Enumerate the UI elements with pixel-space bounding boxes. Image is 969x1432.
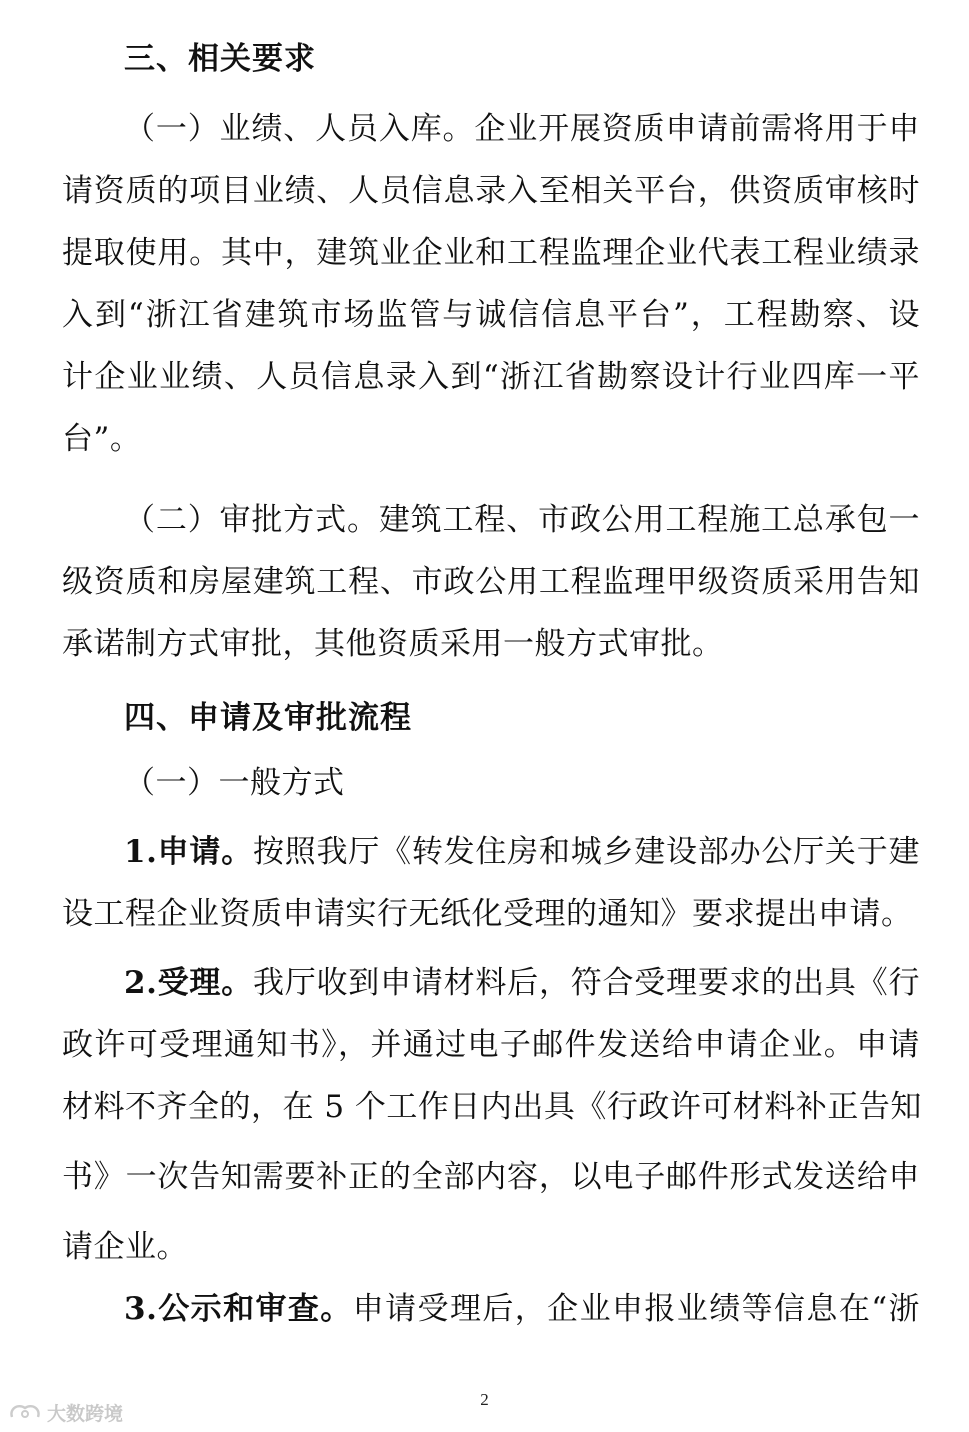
step-title-accept: 2.受理。	[124, 965, 253, 1001]
line-text: 我厅收到申请材料后，符合受理要求的出具《行	[252, 965, 920, 1001]
paragraph-line	[124, 827, 920, 877]
paragraph-line	[62, 1020, 920, 1070]
paragraph-line	[62, 290, 920, 340]
paragraph-line	[124, 104, 920, 154]
step-title-publicity: 3.公示和审查。	[124, 1291, 353, 1327]
line-text: 承诺制方式审批，其他资质采用一般方式审批。	[62, 626, 724, 662]
paragraph-line	[62, 889, 920, 939]
step-title-apply: 1.申请。	[124, 834, 253, 870]
paragraph-line	[62, 1152, 920, 1202]
paragraph-line	[62, 1082, 920, 1132]
watermark	[8, 1398, 123, 1426]
line-text: 申请受理后，企业申报业绩等信息在“浙	[352, 1291, 920, 1327]
line-text: 材料不齐全的，在 5 个工作日内出具《行政许可材料补正告知	[62, 1089, 922, 1125]
section-heading-requirements	[124, 34, 920, 84]
line-text: （二）审批方式。建筑工程、市政公用工程施工总承包一	[124, 502, 920, 538]
line-text: 计企业业绩、人员信息录入到“浙江省勘察设计行业四库一平	[62, 359, 920, 395]
section-heading-process	[124, 693, 920, 743]
line-text: 政许可受理通知书》，并通过电子邮件发送给申请企业。申请	[62, 1027, 920, 1063]
paragraph-line	[124, 1284, 920, 1334]
paragraph-line	[62, 414, 920, 464]
watermark-text: 大数跨境	[47, 1402, 124, 1425]
line-text: 提取使用。其中，建筑业企业和工程监理企业代表工程业绩录	[62, 235, 920, 271]
paragraph-line	[62, 228, 920, 278]
line-text: 请企业。	[62, 1229, 188, 1265]
line-text: （一）业绩、人员入库。企业开展资质申请前需将用于申	[124, 111, 920, 147]
line-text: 入到“浙江省建筑市场监管与诚信信息平台”，工程勘察、设	[62, 297, 920, 333]
paragraph-line	[62, 619, 920, 669]
paragraph-line	[124, 958, 920, 1008]
line-text: 级资质和房屋建筑工程、市政公用工程监理甲级资质采用告知	[62, 564, 920, 600]
watermark-logo-icon	[8, 1401, 42, 1423]
line-text: 请资质的项目业绩、人员信息录入至相关平台，供资质审核时	[62, 173, 920, 209]
paragraph-line	[62, 1222, 920, 1272]
line-text: 三、相关要求	[124, 41, 316, 77]
paragraph-line	[62, 352, 920, 402]
line-text: 四、申请及审批流程	[124, 700, 412, 736]
page-number: 2	[480, 1390, 489, 1409]
line-text: 设工程企业资质申请实行无纸化受理的通知》要求提出申请。	[62, 896, 913, 932]
line-text: 台”。	[62, 421, 142, 457]
paragraph-line	[62, 166, 920, 216]
line-text: 按照我厅《转发住房和城乡建设部办公厅关于建	[252, 834, 920, 870]
paragraph-line	[124, 495, 920, 545]
line-text: （一）一般方式	[124, 765, 345, 801]
paragraph-line	[62, 557, 920, 607]
subsection-heading	[124, 758, 920, 808]
line-text: 书》一次告知需要补正的全部内容，以电子邮件形式发送给申	[62, 1159, 920, 1195]
